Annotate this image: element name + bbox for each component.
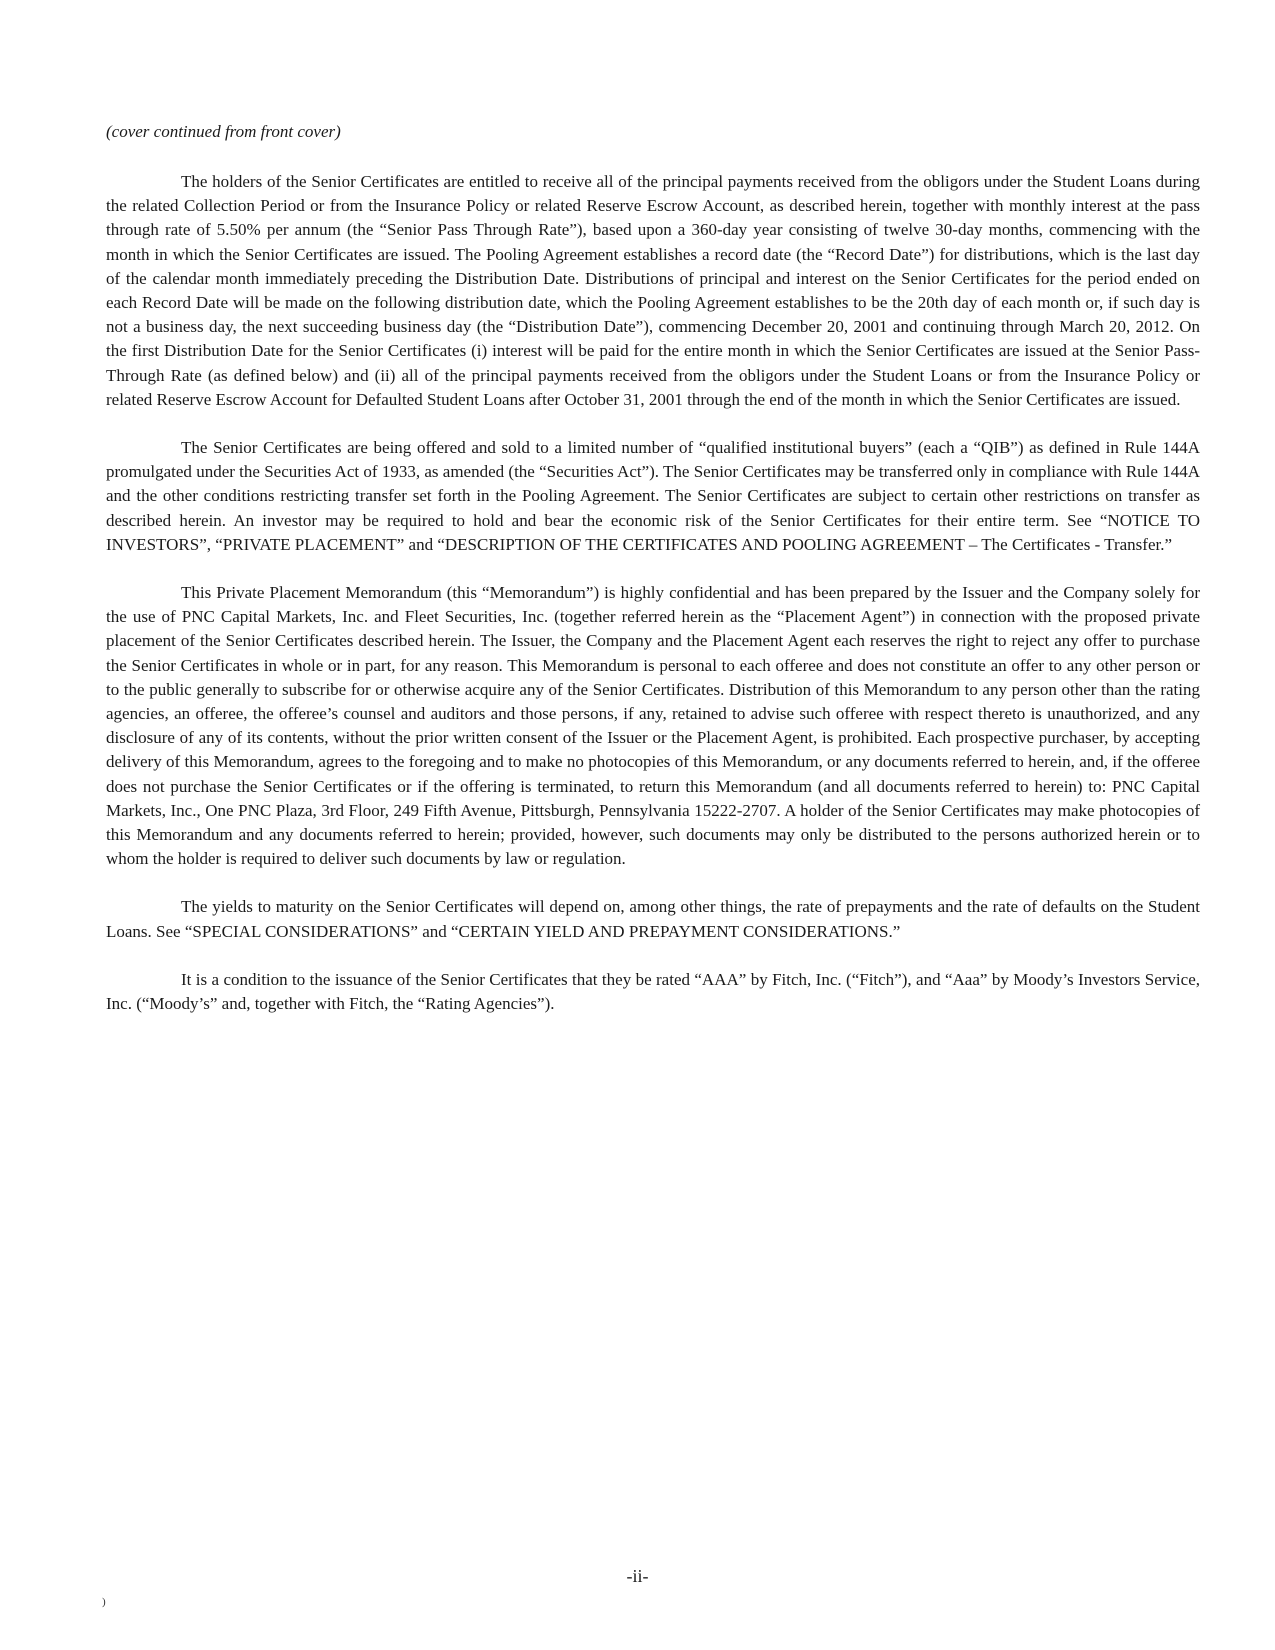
page-number: -ii- [626, 1566, 649, 1586]
paragraph-senior-holders-payments: The holders of the Senior Certificates are entitled to receive all of the principal payments received from the obligors under the Student Loans during the related Collection Period or from the Insurance Policy or related Reserve Escrow Account, as described herein, together with monthly interest at the pass through rate of 5.50% per annum (the “Senior Pass Through Rate”), based upon a 360-day year consisting of twelve 30-day months, commencing with the month in which the Senior Certificates are issued. The Pooling Agreement establishes a record date (the “Record Date”) for distributions, which is the last day of the calendar month immediately preceding the Distribution Date. Distributions of principal and interest on the Senior Certificates for the period ended on each Record Date will be made on the following distribution date, which the Pooling Agreement establishes to be the 20th day of each month or, if such day is not a business day, the next succeeding business day (the “Distribution Date”), commencing December 20, 2001 and continuing through March 20, 2012. On the first Distribution Date for the Senior Certificates (i) interest will be paid for the entire month in which the Senior Certificates are issued at the Senior Pass-Through Rate (as defined below) and (ii) all of the principal payments received from the obligors under the Student Loans or from the Insurance Policy or related Reserve Escrow Account for Defaulted Student Loans after October 31, 2001 through the end of the month in which the Senior Certificates are issued. [106, 172, 1200, 409]
paragraph-yields-to-maturity: The yields to maturity on the Senior Certificates will depend on, among other things, the rate of prepayments and the rate of defaults on the Student Loans. See “SPECIAL CONSIDERATIONS” and “CERTAIN YIELD AND PREPAYMENT CONSIDERATIONS.” [106, 897, 1200, 941]
footer-mark: ) [102, 1596, 106, 1608]
paragraph-rating-condition: It is a condition to the issuance of the Senior Certificates that they be rated “AAA” by Fitch, Inc. (“Fitch”), and “Aaa” by Moody’s Investors Service, Inc. (“Moody’s” and, together with Fitch, the “Rating Agencies”). [106, 969, 1200, 1014]
paragraph-memorandum-confidentiality: This Private Placement Memorandum (this “Memorandum”) is highly confidential and has been prepared by the Issuer and the Company solely for the use of PNC Capital Markets, Inc. and Fleet Securities, Inc. (together referred herein as the “Placement Agent”) in connection with the proposed private placement of the Senior Certificates described herein. The Issuer, the Company and the Placement Agent each reserves the right to reject any offer to purchase the Senior Certificates in whole or in part, for any reason. This Memorandum is personal to each offeree and does not constitute an offer to any other person or to the public generally to subscribe for or otherwise acquire any of the Senior Certificates. Distribution of this Memorandum to any person other than the rating agencies, an offeree, the offeree’s counsel and auditors and those persons, if any, retained to advise such offeree with respect thereto is unauthorized, and any disclosure of any of its contents, without the prior written consent of the Issuer or the Placement Agent, is prohibited. Each prospective purchaser, by accepting delivery of this Memorandum, agrees to the foregoing and to make no photocopies of this Memorandum, or any documents referred to herein, and, if the offeree does not purchase the Senior Certificates or if the offering is terminated, to return this Memorandum (and all documents referred to herein) to: PNC Capital Markets, Inc., One PNC Plaza, 3rd Floor, 249 Fifth Avenue, Pittsburgh, Pennsylvania 15222-2707. A holder of the Senior Certificates may make photocopies of this Memorandum and any documents referred to herein; provided, however, such documents may only be distributed to the persons authorized herein or to whom the holder is required to deliver such documents by law or regulation. [106, 583, 1200, 869]
cover-continued-note: (cover continued from front cover) [106, 122, 341, 141]
paragraph-offering-restrictions: The Senior Certificates are being offered and sold to a limited number of “qualified institutional buyers” (each a “QIB”) as defined in Rule 144A promulgated under the Securities Act of 1933, as amended (the “Securities Act”). The Senior Certificates may be transferred only in compliance with Rule 144A and the other conditions restricting transfer set forth in the Pooling Agreement. The Senior Certificates are subject to certain other restrictions on transfer as described herein. An investor may be required to hold and bear the economic risk of the Senior Certificates for their entire term. See “NOTICE TO INVESTORS”, “PRIVATE PLACEMENT” and “DESCRIPTION OF THE CERTIFICATES AND POOLING AGREEMENT – The Certificates - Transfer.” [106, 438, 1200, 554]
body-text [106, 170, 1200, 1040]
